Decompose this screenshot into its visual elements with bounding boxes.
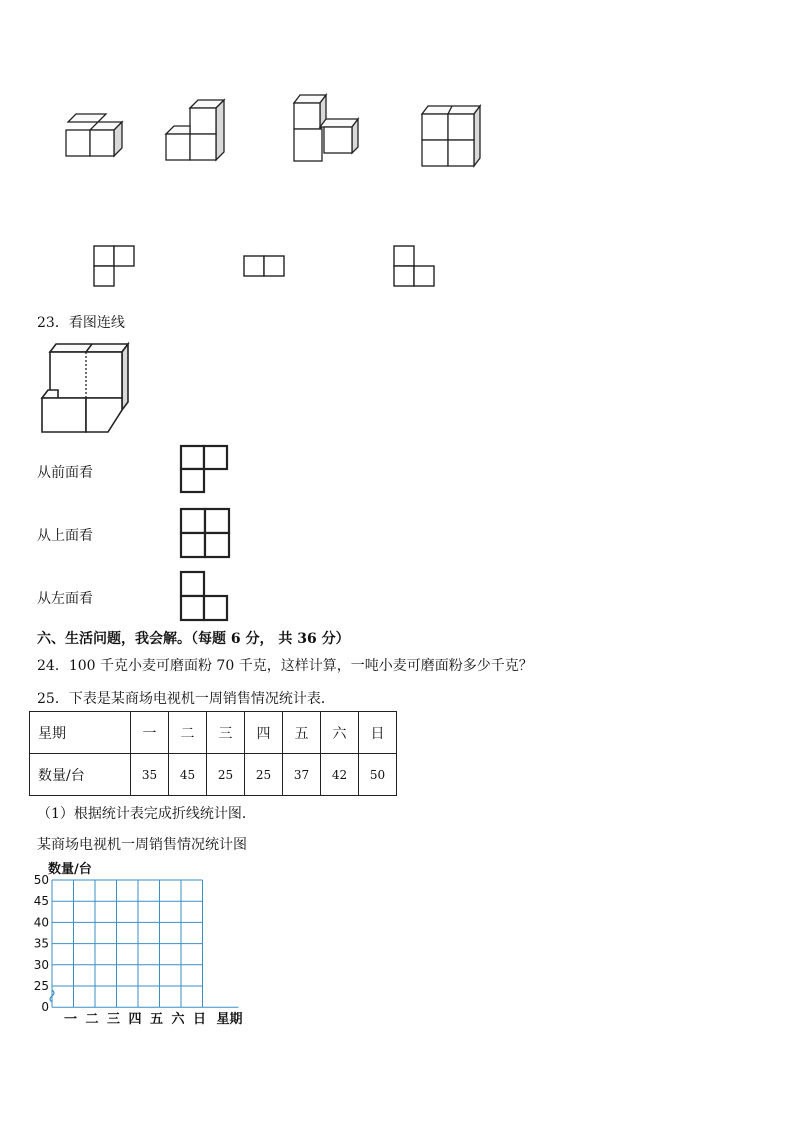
table-day-cell: 二 — [169, 712, 207, 754]
y-tick-label: 30 — [33, 957, 49, 972]
table-value-cell: 25 — [207, 754, 245, 796]
table-value-cell: 45 — [169, 754, 207, 796]
top-view-shape — [179, 507, 231, 561]
table-row — [30, 712, 397, 754]
x-axis-label: 星期 — [216, 1012, 243, 1028]
view-two-squares — [243, 255, 287, 279]
cube-figure-4 — [420, 106, 490, 170]
y-tick-label: 25 — [33, 979, 49, 993]
left-view-shape — [179, 570, 231, 624]
cube-figure-3 — [290, 95, 365, 165]
x-tick-label: 二 — [85, 1012, 99, 1028]
cube-figure-1 — [62, 114, 132, 164]
table-value-cell: 42 — [321, 754, 359, 796]
table-value-cell: 37 — [283, 754, 321, 796]
view-step-shape — [393, 245, 437, 289]
q24-text: 24．100 千克小麦可磨面粉 70 千克，这样计算，一吨小麦可磨面粉多少千克？ — [37, 658, 533, 674]
table-value-cell: 35 — [131, 754, 169, 796]
q25-text: 25．下表是某商场电视机一周销售情况统计表． — [37, 691, 335, 707]
option-front-view-label: 从前面看 — [37, 465, 93, 481]
cube-figure-2 — [164, 100, 234, 164]
sales-table — [29, 711, 397, 796]
chart-title: 某商场电视机一周销售情况统计图 — [37, 837, 247, 853]
table-day-cell: 三 — [207, 712, 245, 754]
table-row — [30, 754, 397, 796]
y-tick-label: 40 — [33, 915, 49, 930]
table-day-cell: 五 — [283, 712, 321, 754]
q25-sub1-text: （1）根据统计表完成折线统计图． — [37, 806, 256, 822]
table-value-cell: 50 — [359, 754, 397, 796]
x-tick-label: 三 — [106, 1012, 121, 1028]
table-header-quantity: 数量/台 — [30, 754, 131, 796]
front-view-shape — [179, 444, 231, 496]
table-day-cell: 日 — [359, 712, 397, 754]
line-chart — [28, 860, 258, 1030]
q23-cube-figure — [38, 340, 133, 440]
table-header-weekday: 星期 — [30, 712, 131, 754]
table-value-cell: 25 — [245, 754, 283, 796]
view-l-shape — [93, 245, 137, 289]
x-tick-label: 五 — [149, 1012, 164, 1028]
y-axis-label: 数量/台 — [48, 862, 92, 877]
table-day-cell: 四 — [245, 712, 283, 754]
y-tick-label: 45 — [33, 894, 49, 909]
table-day-cell: 六 — [321, 712, 359, 754]
x-tick-label: 四 — [128, 1012, 142, 1028]
section-6-title: 六、生活问题，我会解。（每题 6 分， 共 36 分） — [37, 631, 350, 647]
option-top-view-label: 从上面看 — [37, 528, 93, 544]
q23-label: 23．看图连线 — [37, 315, 125, 331]
y-tick-label: 0 — [41, 1000, 49, 1015]
x-tick-label: 日 — [192, 1012, 207, 1028]
x-tick-label: 一 — [63, 1012, 78, 1028]
option-left-view-label: 从左面看 — [37, 591, 93, 607]
y-tick-label: 35 — [33, 936, 49, 951]
x-tick-label: 六 — [171, 1012, 185, 1028]
y-tick-label: 50 — [33, 873, 49, 887]
table-day-cell: 一 — [131, 712, 169, 754]
